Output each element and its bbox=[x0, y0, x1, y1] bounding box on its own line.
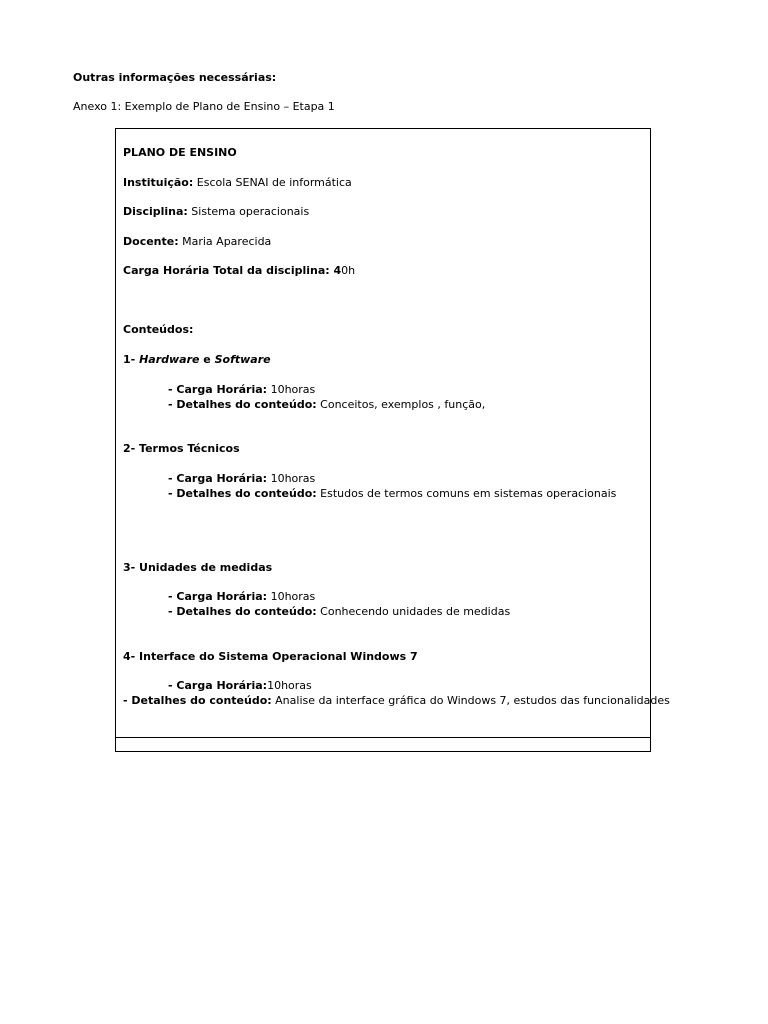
content-item-3-hours bbox=[168, 589, 315, 604]
hours-label: - Carga Horária: bbox=[168, 383, 268, 396]
plan-heading: PLANO DE ENSINO bbox=[123, 146, 237, 159]
item-title-hardware: Hardware bbox=[139, 353, 200, 366]
institution-value: Escola SENAI de informática bbox=[193, 176, 352, 189]
total-hours-unit: 0h bbox=[341, 264, 356, 277]
item-title-software: Software bbox=[214, 353, 271, 366]
details-value: Analise da interface gráfica do Windows 7, estudos das funcionalidades bbox=[271, 694, 670, 707]
discipline-row bbox=[123, 204, 309, 219]
annex-caption: Anexo 1: Exemplo de Plano de Ensino – Etapa 1 bbox=[73, 100, 335, 113]
teacher-row bbox=[123, 234, 271, 249]
details-label: - Detalhes do conteúdo: bbox=[168, 487, 317, 500]
content-item-2-title: 2- Termos Técnicos bbox=[123, 442, 240, 455]
hours-value: 10horas bbox=[267, 383, 316, 396]
details-value: Estudos de termos comuns em sistemas operacionais bbox=[316, 487, 617, 500]
content-item-1-hours bbox=[168, 382, 315, 397]
discipline-value: Sistema operacionais bbox=[187, 205, 310, 218]
content-item-4-hours bbox=[168, 678, 312, 693]
total-hours-number: 4 bbox=[329, 264, 342, 277]
content-item-1-title bbox=[123, 352, 271, 367]
hours-value: 10horas bbox=[267, 472, 316, 485]
content-item-3-title: 3- Unidades de medidas bbox=[123, 561, 273, 574]
details-label: - Detalhes do conteúdo: bbox=[168, 605, 317, 618]
section-title: Outras informações necessárias: bbox=[73, 71, 277, 84]
total-hours-label: Carga Horária Total da disciplina: bbox=[123, 264, 330, 277]
details-value: Conhecendo unidades de medidas bbox=[316, 605, 511, 618]
item-title-conjunction: e bbox=[199, 353, 215, 366]
total-hours-row bbox=[123, 263, 355, 278]
hours-label: - Carga Horária: bbox=[168, 679, 268, 692]
content-item-4-title: 4- Interface do Sistema Operacional Windows 7 bbox=[123, 650, 418, 663]
teacher-label: Docente: bbox=[123, 235, 179, 248]
discipline-label: Disciplina: bbox=[123, 205, 188, 218]
content-item-2-hours bbox=[168, 471, 315, 486]
content-item-2-details bbox=[168, 486, 616, 501]
institution-label: Instituição: bbox=[123, 176, 194, 189]
content-item-4-details bbox=[123, 693, 670, 708]
table-divider bbox=[116, 737, 650, 738]
hours-label: - Carga Horária: bbox=[168, 472, 268, 485]
item-number: 1- bbox=[123, 353, 140, 366]
hours-label: - Carga Horária: bbox=[168, 590, 268, 603]
hours-value: 10horas bbox=[267, 590, 316, 603]
hours-value: 10horas bbox=[267, 679, 312, 692]
details-value: Conceitos, exemplos , função, bbox=[316, 398, 486, 411]
details-label: - Detalhes do conteúdo: bbox=[123, 694, 272, 707]
details-label: - Detalhes do conteúdo: bbox=[168, 398, 317, 411]
contents-label: Conteúdos: bbox=[123, 323, 194, 336]
institution-row bbox=[123, 175, 352, 190]
teacher-value: Maria Aparecida bbox=[178, 235, 272, 248]
content-item-3-details bbox=[168, 604, 510, 619]
content-item-1-details bbox=[168, 397, 485, 412]
